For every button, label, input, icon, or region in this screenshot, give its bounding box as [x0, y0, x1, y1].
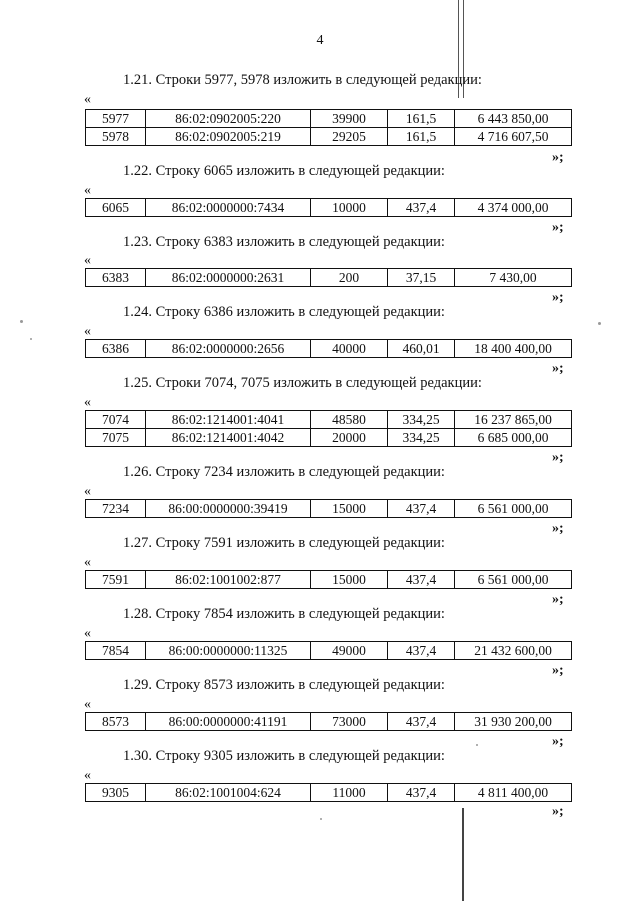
table-row: [86, 128, 572, 146]
closing-quote: »;: [552, 220, 564, 235]
section-heading: 1.24. Строку 6386 изложить в следующей редакции:: [123, 304, 445, 320]
value-cell: 18 400 400,00: [455, 340, 572, 358]
row-number-cell: 7234: [86, 500, 146, 518]
rate-cell: 460,01: [388, 340, 455, 358]
area-cell: 10000: [311, 199, 388, 217]
opening-quote: «: [84, 626, 91, 641]
row-number-cell: 5977: [86, 110, 146, 128]
table-row: [86, 500, 572, 518]
table-row: [86, 784, 572, 802]
row-number-cell: 5978: [86, 128, 146, 146]
closing-quote: »;: [552, 663, 564, 678]
section-heading: 1.26. Строку 7234 изложить в следующей редакции:: [123, 464, 445, 480]
table-row: [86, 411, 572, 429]
closing-quote: »;: [552, 450, 564, 465]
cadastral-number-cell: 86:02:1001004:624: [146, 784, 311, 802]
rate-cell: 334,25: [388, 429, 455, 447]
area-cell: 15000: [311, 571, 388, 589]
amendment-table: [85, 499, 572, 518]
area-cell: 200: [311, 269, 388, 287]
opening-quote: «: [84, 484, 91, 499]
value-cell: 6 685 000,00: [455, 429, 572, 447]
closing-quote: »;: [552, 521, 564, 536]
row-number-cell: 7075: [86, 429, 146, 447]
cadastral-number-cell: 86:02:1001002:877: [146, 571, 311, 589]
value-cell: 6 561 000,00: [455, 500, 572, 518]
opening-quote: «: [84, 253, 91, 268]
section-heading: 1.22. Строку 6065 изложить в следующей редакции:: [123, 163, 445, 179]
area-cell: 39900: [311, 110, 388, 128]
amendment-table: [85, 712, 572, 731]
cadastral-number-cell: 86:02:0000000:2656: [146, 340, 311, 358]
value-cell: 16 237 865,00: [455, 411, 572, 429]
section-heading: 1.27. Строку 7591 изложить в следующей редакции:: [123, 535, 445, 551]
rate-cell: 437,4: [388, 784, 455, 802]
opening-quote: «: [84, 324, 91, 339]
closing-quote: »;: [552, 361, 564, 376]
scan-speck: [20, 320, 23, 323]
cadastral-number-cell: 86:02:0902005:219: [146, 128, 311, 146]
table-row: [86, 340, 572, 358]
opening-quote: «: [84, 92, 91, 107]
table-row: [86, 713, 572, 731]
cadastral-number-cell: 86:02:1214001:4041: [146, 411, 311, 429]
section-heading: 1.29. Строку 8573 изложить в следующей редакции:: [123, 677, 445, 693]
scan-speck: [598, 322, 601, 325]
table-row: [86, 269, 572, 287]
row-number-cell: 7591: [86, 571, 146, 589]
rate-cell: 334,25: [388, 411, 455, 429]
row-number-cell: 6386: [86, 340, 146, 358]
value-cell: 31 930 200,00: [455, 713, 572, 731]
row-number-cell: 6065: [86, 199, 146, 217]
area-cell: 49000: [311, 642, 388, 660]
row-number-cell: 8573: [86, 713, 146, 731]
cadastral-number-cell: 86:02:0902005:220: [146, 110, 311, 128]
section-heading: 1.28. Строку 7854 изложить в следующей редакции:: [123, 606, 445, 622]
cadastral-number-cell: 86:00:0000000:41191: [146, 713, 311, 731]
value-cell: 4 716 607,50: [455, 128, 572, 146]
table-row: [86, 429, 572, 447]
table-row: [86, 571, 572, 589]
cadastral-number-cell: 86:02:0000000:7434: [146, 199, 311, 217]
value-cell: 7 430,00: [455, 269, 572, 287]
rate-cell: 37,15: [388, 269, 455, 287]
cadastral-number-cell: 86:02:1214001:4042: [146, 429, 311, 447]
row-number-cell: 7854: [86, 642, 146, 660]
closing-quote: »;: [552, 150, 564, 165]
cadastral-number-cell: 86:00:0000000:39419: [146, 500, 311, 518]
rate-cell: 161,5: [388, 128, 455, 146]
value-cell: 6 561 000,00: [455, 571, 572, 589]
area-cell: 40000: [311, 340, 388, 358]
table-row: [86, 642, 572, 660]
value-cell: 4 374 000,00: [455, 199, 572, 217]
closing-quote: »;: [552, 290, 564, 305]
amendment-table: [85, 198, 572, 217]
scan-speck: [30, 338, 32, 340]
row-number-cell: 7074: [86, 411, 146, 429]
area-cell: 73000: [311, 713, 388, 731]
closing-quote: »;: [552, 592, 564, 607]
opening-quote: «: [84, 697, 91, 712]
rate-cell: 161,5: [388, 110, 455, 128]
amendment-table: [85, 410, 572, 447]
area-cell: 11000: [311, 784, 388, 802]
scan-speck: [476, 744, 478, 746]
amendment-table: [85, 109, 572, 146]
cadastral-number-cell: 86:02:0000000:2631: [146, 269, 311, 287]
rate-cell: 437,4: [388, 500, 455, 518]
area-cell: 15000: [311, 500, 388, 518]
value-cell: 4 811 400,00: [455, 784, 572, 802]
section-heading: 1.30. Строку 9305 изложить в следующей редакции:: [123, 748, 445, 764]
closing-quote: »;: [552, 734, 564, 749]
page-number: 4: [316, 33, 324, 48]
section-heading: 1.21. Строки 5977, 5978 изложить в следующей редакции:: [123, 72, 482, 88]
amendment-table: [85, 783, 572, 802]
row-number-cell: 9305: [86, 784, 146, 802]
amendment-table: [85, 268, 572, 287]
opening-quote: «: [84, 395, 91, 410]
section-heading: 1.23. Строку 6383 изложить в следующей редакции:: [123, 234, 445, 250]
amendment-table: [85, 641, 572, 660]
table-row: [86, 110, 572, 128]
opening-quote: «: [84, 183, 91, 198]
cadastral-number-cell: 86:00:0000000:11325: [146, 642, 311, 660]
rate-cell: 437,4: [388, 571, 455, 589]
value-cell: 21 432 600,00: [455, 642, 572, 660]
value-cell: 6 443 850,00: [455, 110, 572, 128]
area-cell: 20000: [311, 429, 388, 447]
opening-quote: «: [84, 555, 91, 570]
table-row: [86, 199, 572, 217]
area-cell: 48580: [311, 411, 388, 429]
opening-quote: «: [84, 768, 91, 783]
section-heading: 1.25. Строки 7074, 7075 изложить в следующей редакции:: [123, 375, 482, 391]
rate-cell: 437,4: [388, 642, 455, 660]
scan-speck: [320, 818, 322, 820]
rate-cell: 437,4: [388, 713, 455, 731]
rate-cell: 437,4: [388, 199, 455, 217]
amendment-table: [85, 339, 572, 358]
area-cell: 29205: [311, 128, 388, 146]
scan-artifact-line-bottom: [462, 808, 464, 901]
closing-quote: »;: [552, 804, 564, 819]
amendment-table: [85, 570, 572, 589]
row-number-cell: 6383: [86, 269, 146, 287]
